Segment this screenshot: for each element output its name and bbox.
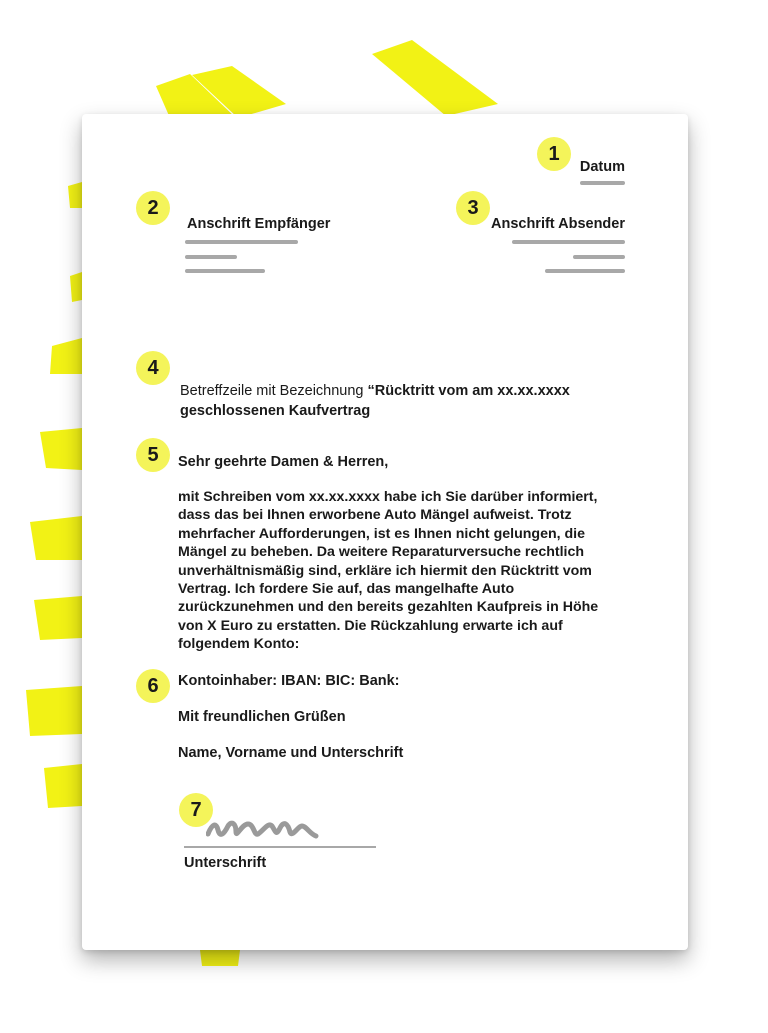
- body-line: mit Schreiben vom xx.xx.xxxx habe ich Sie darüber informiert,: [178, 489, 598, 505]
- subject-title-part-2: geschlossenen Kaufvertrag: [180, 403, 371, 419]
- recipient-address-label: Anschrift Empfänger: [187, 216, 331, 232]
- subject-prefix: Betreffzeile mit Bezeichnung: [180, 383, 368, 399]
- sender-address-label: Anschrift Absender: [490, 216, 625, 232]
- body-line: von X Euro zu erstatten. Die Rückzahlung erwarte ich auf: [178, 617, 563, 634]
- body-line: unverhältnismäßig sind, erkläre ich hiermit den Rücktritt vom: [178, 562, 592, 579]
- step-badge-7: 7: [179, 793, 213, 827]
- letter-page: [82, 114, 688, 950]
- body-line: dass das bei Ihnen erworbene Auto Mängel aufweist. Trotz: [178, 507, 572, 524]
- signature-label: Unterschrift: [184, 855, 267, 871]
- step-badge-5: 5: [136, 438, 170, 472]
- salutation: Sehr geehrte Damen & Herren,: [178, 454, 389, 470]
- recipient-address-line-2: [185, 255, 237, 259]
- sender-address-line-1: [512, 240, 625, 244]
- step-badge-2: 2: [136, 191, 170, 225]
- bank-account-line: Kontoinhaber: IBAN: BIC: Bank:: [178, 673, 400, 689]
- body-line: mehrfacher Aufforderungen, ist es Ihnen nicht gelungen, die: [178, 525, 586, 542]
- body-line: Mängel zu beheben. Da weitere Reparaturversuche rechtlich: [178, 544, 585, 561]
- letter-body: [178, 488, 608, 654]
- recipient-address-line-1: [185, 240, 298, 244]
- subject-line: [180, 381, 610, 421]
- body-line: folgendem Konto:: [178, 636, 300, 653]
- sender-address-line-2: [573, 255, 625, 259]
- signature-scribble-icon: [206, 812, 326, 846]
- step-badge-4: 4: [136, 351, 170, 385]
- sender-address-line-3: [545, 269, 625, 273]
- name-and-signature-line: Name, Vorname und Unterschrift: [178, 745, 404, 761]
- closing-greeting: Mit freundlichen Grüßen: [178, 709, 346, 725]
- signature-line: [184, 846, 376, 848]
- date-placeholder-line: [580, 181, 625, 185]
- body-line: Vertrag. Ich fordere Sie auf, das mangelhafte Auto: [178, 581, 515, 598]
- recipient-address-line-3: [185, 269, 265, 273]
- body-line: zurückzunehmen und den bereits gezahlten Kaufpreis in Höhe: [178, 599, 599, 616]
- step-badge-6: 6: [136, 669, 170, 703]
- date-label: Datum: [579, 159, 625, 175]
- subject-title-part-1: “Rücktritt vom am xx.xx.xxxx: [367, 383, 570, 399]
- step-badge-3: 3: [456, 191, 490, 225]
- step-badge-1: 1: [537, 137, 571, 171]
